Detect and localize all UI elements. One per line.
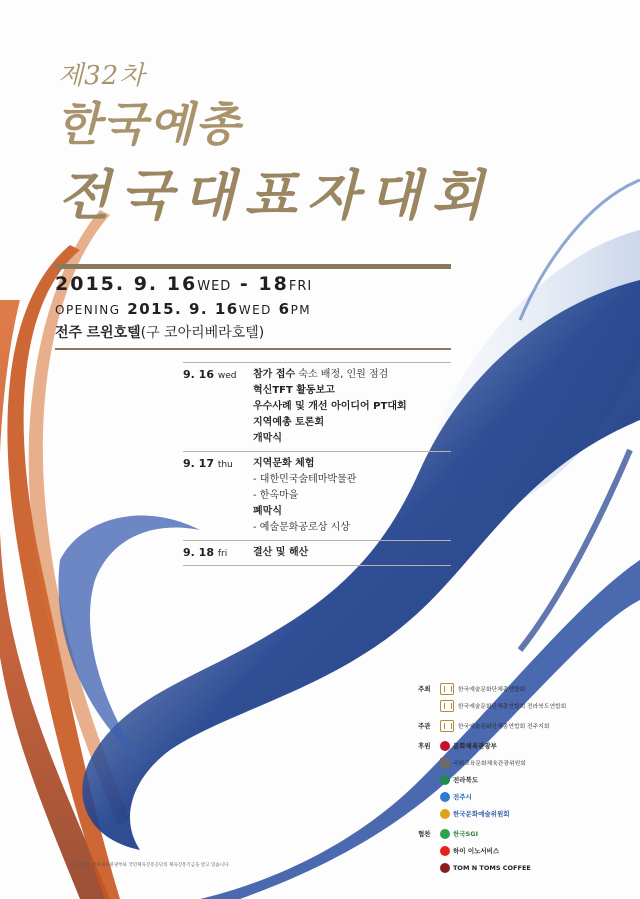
sponsor-row-3 [418, 771, 628, 788]
schedule-day [183, 362, 451, 451]
schedule-item-detail: - 대한민국술테마박물관 [253, 474, 357, 485]
host-row-2 [418, 697, 628, 714]
opening-time-unit: PM [290, 303, 312, 317]
opening-dow: WED [238, 303, 272, 317]
coop-label: 협찬 [418, 830, 431, 838]
schedule-date-value: 9. 17 [183, 457, 214, 470]
coop-row-1 [418, 825, 628, 842]
organization-title: 한국예총 [56, 97, 242, 151]
schedule-items [253, 456, 451, 536]
yechong-logo-icon [440, 683, 454, 695]
schedule-end-rule [183, 565, 451, 566]
divider-bottom [55, 348, 451, 350]
schedule-date-dow: fri [217, 549, 228, 559]
sponsor-row-1 [418, 737, 628, 754]
venue-hotel: 르윈호텔 [86, 325, 141, 341]
schedule-item-title: 폐막식 [253, 506, 282, 517]
schedule-day [183, 451, 451, 540]
sponsor-row-5 [418, 805, 628, 822]
host-name-1: 한국예술문화단체총연합회 [458, 687, 526, 693]
organizer-row [418, 717, 628, 734]
organizer-name: 한국예술문화단체총연합회 전주지회 [458, 724, 550, 730]
sponsor-row-2 [418, 754, 628, 771]
date-end: - 18 [231, 273, 289, 295]
schedule-items [253, 367, 451, 447]
schedule-date-dow: thu [217, 460, 233, 470]
host-label: 주최 [418, 685, 431, 693]
schedule-date-value: 9. 18 [183, 546, 214, 559]
schedule-item [253, 545, 451, 561]
schedule-item-title: 결산 및 해산 [253, 547, 309, 558]
opening-date: 2015. 9. 16 [127, 300, 239, 318]
venue-info [55, 322, 264, 342]
yechong-logo-icon [440, 700, 454, 712]
sponsor-row-4 [418, 788, 628, 805]
schedule-item-detail: - 예술문화공로상 시상 [253, 522, 350, 533]
support-name-4: 전주시 [453, 793, 472, 801]
schedule-item-title: 참가 접수 [253, 369, 296, 380]
organizer-label: 주관 [418, 722, 431, 730]
support-name-3: 전라북도 [453, 776, 479, 784]
event-title: 전국대표자대회 [58, 163, 494, 227]
coop-row-2 [418, 842, 628, 859]
coop-row-3 [418, 859, 628, 876]
schedule-item [253, 383, 451, 399]
schedule-item [253, 415, 451, 431]
jeonju-logo-icon [440, 792, 450, 802]
divider-top [55, 264, 451, 269]
tomntoms-logo-icon [440, 863, 450, 873]
venue-former-name: (구 코아리베라호텔) [140, 325, 265, 341]
host-row-1 [418, 680, 628, 697]
arko-logo-icon [440, 809, 450, 819]
date-start: 2015. 9. 16 [55, 273, 198, 295]
event-edition: 제32차 [58, 61, 146, 91]
jeonbuk-logo-icon [440, 775, 450, 785]
schedule-day [183, 540, 451, 565]
schedule-item [253, 520, 451, 536]
support-name-5: 한국문화예술위원회 [453, 810, 510, 818]
opening-time: 6 [278, 300, 291, 318]
event-date-range [55, 273, 312, 295]
date-end-dow: FRI [288, 279, 313, 294]
schedule-item [253, 431, 451, 447]
schedule-item-title: 혁신TFT 활동보고 [253, 385, 335, 396]
yechong-logo-icon [440, 720, 454, 732]
schedule-date-dow: wed [217, 371, 237, 381]
schedule-item [253, 472, 451, 488]
schedule-item-title: 지역문화 체험 [253, 458, 315, 469]
national-assembly-logo-icon [440, 758, 450, 768]
schedule-items [253, 545, 451, 561]
hi-logo-icon [440, 846, 450, 856]
ministry-logo-icon [440, 741, 450, 751]
schedule-item-title: 우수사례 및 개선 아이디어 PT대회 [253, 401, 407, 412]
schedule-date [183, 456, 253, 536]
opening-info [55, 300, 311, 318]
organizers-block [418, 680, 628, 876]
coop-name-1: 한국SGI [453, 830, 478, 838]
support-label: 후원 [418, 742, 431, 750]
opening-label: OPENING [55, 303, 121, 317]
support-name-2: 국회교육문화체육관광위원회 [453, 761, 526, 767]
schedule-item [253, 488, 451, 504]
schedule-date-value: 9. 16 [183, 368, 214, 381]
footnote: 본 사업은 문화체육관광부와 국민체육진흥공단의 체육진흥기금을 받고 있습니다. [72, 863, 230, 868]
schedule-table [183, 362, 451, 566]
schedule-item-detail: - 한옥마을 [253, 490, 299, 501]
host-name-2: 한국예술문화단체총연합회 전라북도연합회 [458, 704, 567, 710]
schedule-date [183, 545, 253, 561]
venue-city: 전주 [55, 325, 83, 341]
schedule-item [253, 367, 451, 383]
schedule-item [253, 456, 451, 472]
schedule-item-title: 지역예총 토론회 [253, 417, 325, 428]
sgi-logo-icon [440, 829, 450, 839]
schedule-item-title: 개막식 [253, 433, 282, 444]
date-start-dow: WED [197, 279, 232, 294]
coop-name-3: TOM N TOMS COFFEE [453, 863, 531, 872]
schedule-item-detail: 숙소 배정, 인원 점검 [295, 369, 389, 380]
schedule-item [253, 399, 451, 415]
schedule-item [253, 504, 451, 520]
support-name-1: 문화체육관광부 [453, 742, 497, 750]
coop-name-2: 하이 이노서비스 [453, 847, 500, 855]
schedule-date [183, 367, 253, 447]
